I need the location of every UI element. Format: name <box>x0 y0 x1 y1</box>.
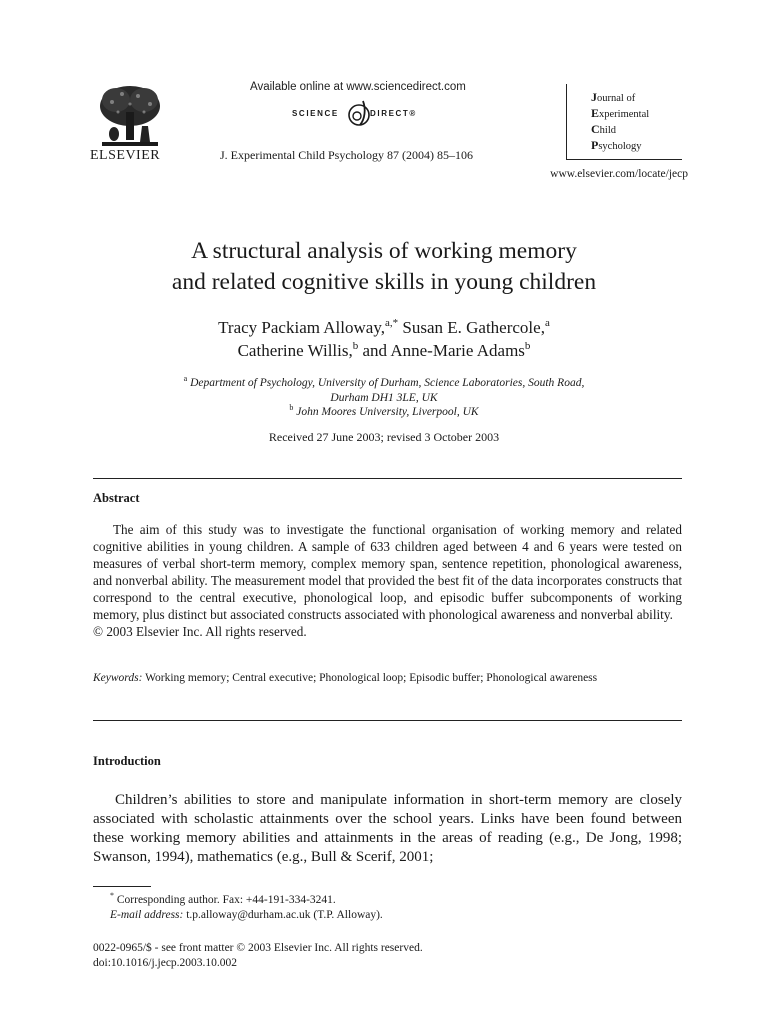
abstract-body <box>93 521 682 640</box>
jb-cap: E <box>591 106 600 120</box>
author-name: Tracy Packiam Alloway, <box>218 318 385 337</box>
footnote-corresponding <box>110 893 383 908</box>
footnote-text: Corresponding author. Fax: +44-191-334-3241. <box>114 894 336 906</box>
article-title <box>80 236 688 298</box>
title-line: and related cognitive skills in young children <box>171 269 597 295</box>
journal-citation: J. Experimental Child Psychology 87 (2004) 85–106 <box>220 148 473 162</box>
elsevier-logo <box>90 82 172 164</box>
author-name: Susan E. Gathercole, <box>398 318 545 337</box>
jb-rest: ournal of <box>597 93 636 104</box>
journal-url-link[interactable]: www.elsevier.com/locate/jecp <box>550 168 688 180</box>
author-affil-sup: b <box>524 340 531 352</box>
footnote-divider <box>93 886 151 887</box>
affil-sup: b <box>289 403 294 412</box>
front-matter-info <box>93 941 423 971</box>
email-label: E-mail address: <box>110 909 184 921</box>
affiliations <box>80 376 688 420</box>
abstract-copyright: © 2003 Elsevier Inc. All rights reserved. <box>93 624 307 639</box>
keywords <box>93 671 682 686</box>
affiliation-line: Durham DH1 3LE, UK <box>330 391 438 404</box>
journal-box-line <box>591 106 649 122</box>
author-affil-sup: a <box>544 317 550 329</box>
jb-cap: C <box>591 122 600 136</box>
abstract-heading: Abstract <box>93 491 140 505</box>
sd-right-text <box>370 109 417 118</box>
abstract-text: The aim of this study was to investigate the functional organisation of working memory and related cognitive abilities in young children. A sample of 633 children aged between 4 and 6 years were tested on measures of verbal short-term memory, complex memory span, sentence repetition, phonological awareness, and nonverbal ability. The measurement model that provided the best fit of the data incorporates constructs that correspond to the central executive, phonological loop, and episodic buffer subcomponents of working memory, plus distinct but associated constructs associated with phonological awareness and nonverbal ability. <box>93 522 682 622</box>
keywords-list: Working memory; Central executive; Phonological loop; Episodic buffer; Phonological awareness <box>142 672 598 684</box>
affil-sup: a <box>183 374 188 383</box>
title-line: A structural analysis of working memory <box>191 238 577 264</box>
author-affil-sup: b <box>352 340 359 352</box>
affiliation-line <box>80 376 688 391</box>
affiliation-line <box>80 405 688 420</box>
journal-box-line <box>591 122 649 138</box>
footnote-email <box>110 908 383 923</box>
jb-cap: J <box>591 90 597 104</box>
journal-box-line <box>591 138 649 154</box>
doi-link[interactable]: doi:10.1016/j.jecp.2003.10.002 <box>93 957 238 969</box>
front-matter-line: 0022-0965/$ - see front matter © 2003 Elsevier Inc. All rights reserved. <box>93 942 423 954</box>
introduction-heading: Introduction <box>93 754 161 768</box>
sciencedirect-logo <box>292 99 452 129</box>
jb-rest: xperimental <box>599 109 650 120</box>
footnotes <box>110 893 383 923</box>
author-name: and Anne-Marie Adams <box>358 341 525 360</box>
journal-box-line <box>591 90 649 106</box>
jb-cap: P <box>591 138 599 152</box>
author-name: Catherine Willis, <box>237 341 353 360</box>
publisher-name: ELSEVIER <box>90 148 161 163</box>
jb-rest: sychology <box>598 141 642 152</box>
author-line <box>80 316 688 339</box>
sd-left-text: SCIENCE <box>292 109 339 118</box>
divider <box>93 720 682 721</box>
footnote-sup: * <box>110 891 114 900</box>
sciencedirect-d-icon <box>346 99 372 129</box>
affil-text: John Moores University, Liverpool, UK <box>293 406 479 418</box>
journal-box <box>566 84 682 160</box>
sd-right-word: DIRECT <box>370 109 410 118</box>
journal-box-lines <box>591 90 649 154</box>
available-online-text: Available online at www.sciencedirect.com <box>250 81 466 93</box>
affil-text: Department of Psychology, University of Durham, Science Laboratories, South Road, <box>187 377 585 389</box>
keywords-label: Keywords: <box>93 672 143 684</box>
author-line <box>80 339 688 362</box>
sd-registered-mark: ® <box>409 109 417 118</box>
introduction-body: Children’s abilities to store and manipulate information in short-term memory are closely associated with scholastic attainments over the school years. Links have been found between these working memory abilities and attainments in the areas of reading (e.g., De Jong, 1998; Swanson, 1994), mathematics (e.g., Bull & Scerif, 2001; <box>93 792 682 865</box>
author-affil-sup: a,* <box>384 317 399 329</box>
email-address-link[interactable]: t.p.alloway@durham.ac.uk (T.P. Alloway). <box>183 909 383 921</box>
jb-rest: hild <box>599 125 617 136</box>
received-dates: Received 27 June 2003; revised 3 October 2003 <box>268 430 500 444</box>
elsevier-tree-icon <box>94 82 166 148</box>
author-list <box>80 316 688 362</box>
divider <box>93 478 682 479</box>
